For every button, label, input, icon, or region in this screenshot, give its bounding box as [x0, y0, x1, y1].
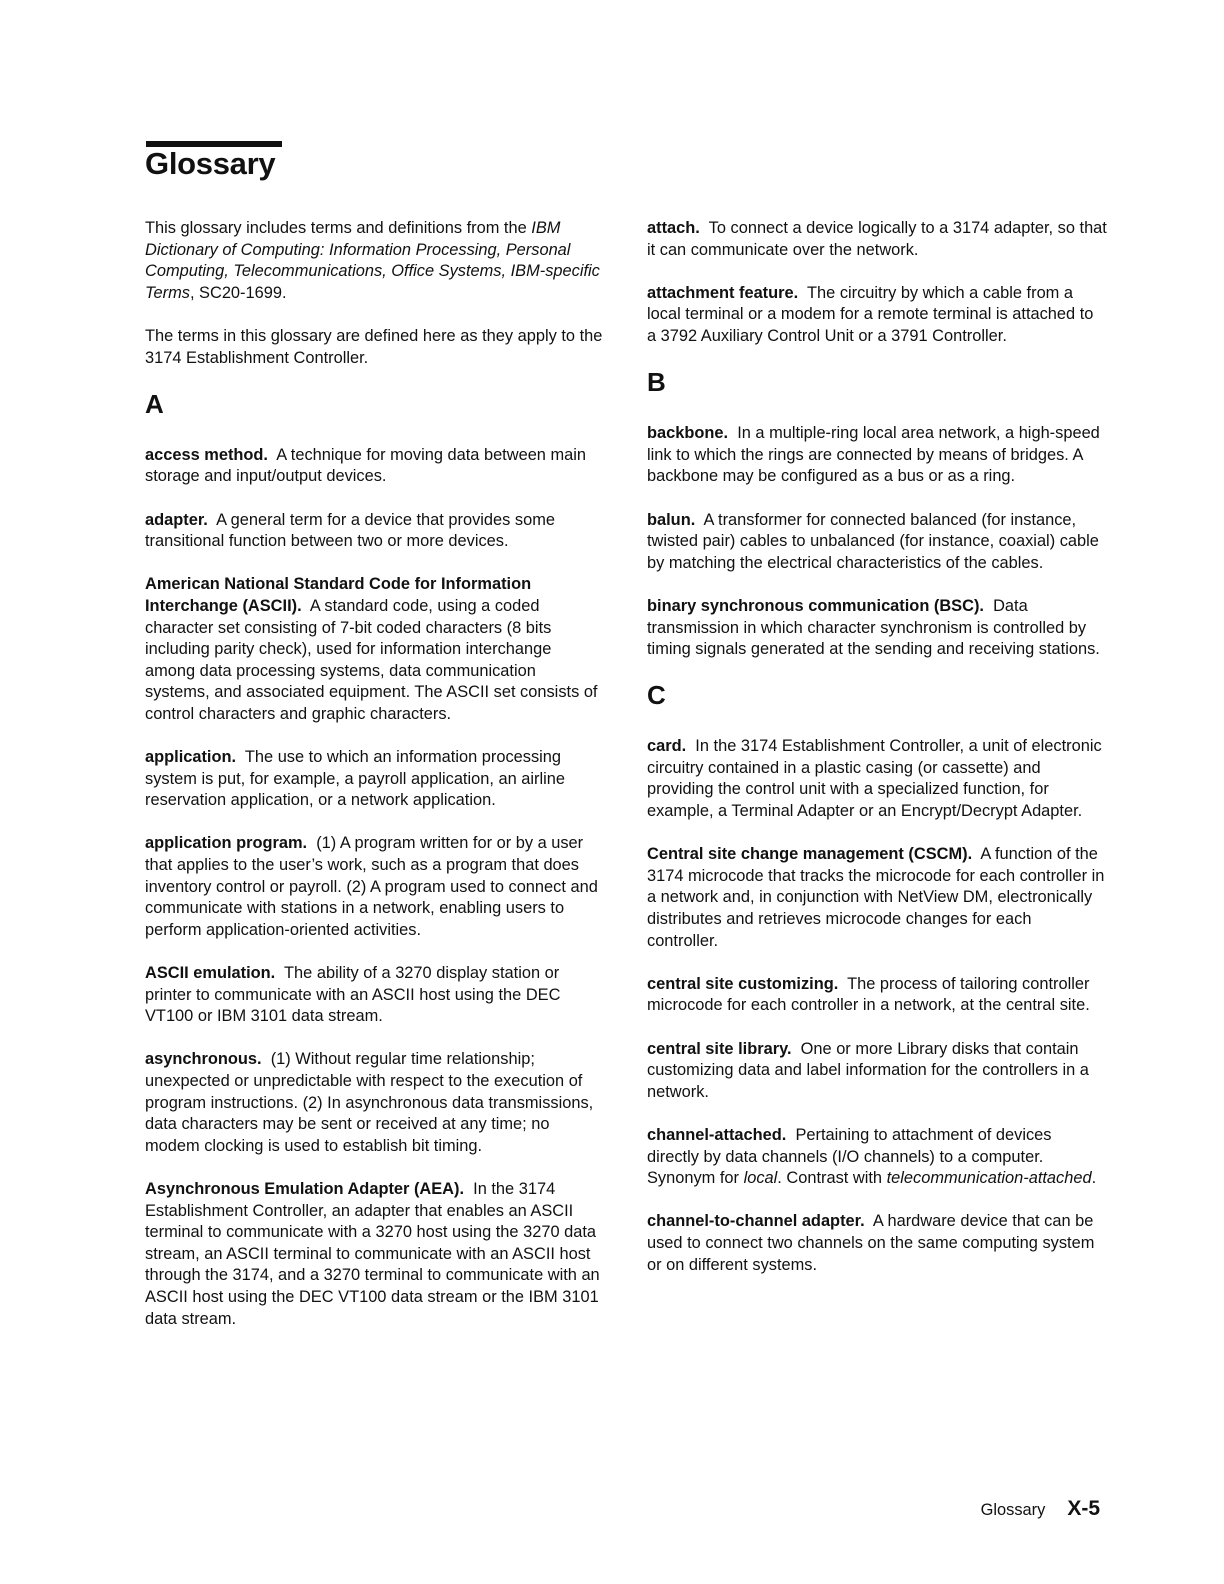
entry-definition: (1) Without regular time relationship; unexpected or unpredictable with respect to the execution of program instructions. (2) In asynchronous data transmissions, data characters may be sent or received at any time; no modem clocking is used to establish bit timing.	[145, 1050, 594, 1155]
glossary-entry-attachment-feature	[647, 283, 1107, 348]
entry-term: application.	[145, 748, 237, 767]
glossary-entry-aea	[145, 1179, 605, 1330]
right-column	[647, 218, 1107, 1298]
glossary-entry-channel-attached	[647, 1125, 1107, 1190]
cross-reference-telecommunication-attached: telecommunication-attached	[886, 1169, 1092, 1188]
glossary-entry-balun	[647, 510, 1107, 575]
entry-term: attachment feature.	[647, 283, 799, 302]
intro-text-after: , SC20-1699.	[189, 283, 287, 302]
entry-definition: A hardware device that can be used to connect two channels on the same computing system or on different systems.	[647, 1212, 1095, 1274]
glossary-entry-application	[145, 747, 605, 812]
page-footer	[981, 1497, 1100, 1521]
entry-definition: (1) A program written for or by a user that applies to the user’s work, such as a program that does inventory control or payroll. (2) A program used to connect and communicate with stations in a network, enabling users to perform application-oriented activities.	[145, 834, 598, 939]
entry-term: channel-to-channel adapter.	[647, 1212, 865, 1231]
entry-term: asynchronous.	[145, 1050, 262, 1069]
entry-definition: To connect a device logically to a 3174 adapter, so that it can communicate over the network.	[647, 219, 1107, 259]
entry-term: channel-attached.	[647, 1125, 787, 1144]
glossary-entry-bsc	[647, 596, 1107, 661]
glossary-entry-central-site-library	[647, 1039, 1107, 1104]
entry-definition: The use to which an information processing system is put, for example, a payroll application, an airline reservation application, or a network application.	[145, 748, 565, 810]
glossary-entry-cscm	[647, 844, 1107, 952]
glossary-entry-card	[647, 736, 1107, 822]
section-letter-a: A	[145, 388, 164, 419]
entry-definition-part: .	[1091, 1169, 1097, 1188]
entry-term: central site library.	[647, 1039, 792, 1058]
entry-definition: A technique for moving data between main storage and input/output devices.	[145, 445, 587, 486]
page-number: X-5	[1067, 1497, 1100, 1520]
entry-definition: Data transmission in which character synchronism is controlled by timing signals generated at the sending and receiving stations.	[647, 596, 1100, 659]
section-letter-c: C	[647, 680, 666, 711]
entry-definition-part: Pertaining to attachment of devices directly by data channels (I/O channels) to a computer. Synonym for	[647, 1125, 1052, 1188]
entry-term: card.	[647, 737, 687, 756]
glossary-entry-adapter	[145, 510, 605, 553]
intro-text-before: This glossary includes terms and definitions from the	[145, 219, 532, 237]
entry-term: adapter.	[145, 510, 208, 529]
intro-paragraph-1	[145, 218, 605, 304]
footer-label: Glossary	[980, 1501, 1046, 1519]
glossary-entry-ascii-emulation	[145, 963, 605, 1028]
glossary-entry-backbone	[647, 423, 1107, 488]
intro-paragraph-2: The terms in this glossary are defined here as they apply to the 3174 Establishment Controller.	[145, 326, 603, 367]
entry-term: access method.	[145, 445, 268, 464]
glossary-entry-central-site-customizing	[647, 974, 1107, 1017]
glossary-entry-access-method	[145, 445, 605, 488]
entry-term: binary synchronous communication (BSC).	[647, 596, 984, 615]
entry-definition: The circuitry by which a cable from a local terminal or a modem for a remote terminal is attached to a 3792 Auxiliary Control Unit or a 3791 Controller.	[647, 283, 1094, 345]
entry-definition: The ability of a 3270 display station or printer to communicate with an ASCII host using the DEC VT100 or IBM 3101 data stream.	[145, 964, 561, 1026]
entry-term: central site customizing.	[647, 974, 839, 993]
entry-term: Asynchronous Emulation Adapter (AEA).	[145, 1179, 465, 1198]
entry-definition: A function of the 3174 microcode that tracks the microcode for each controller in a network and, in conjunction with NetView DM, electronically distributes and retrieves microcode changes for each controller.	[647, 845, 1105, 950]
entry-definition: In a multiple-ring local area network, a high-speed link to which the rings are connected by means of bridges. A backbone may be configured as a bus or as a ring.	[647, 424, 1100, 486]
entry-term: application program.	[145, 834, 308, 853]
entry-term: attach.	[647, 219, 700, 237]
entry-definition-part: . Contrast with	[777, 1169, 887, 1188]
entry-definition: The process of tailoring controller microcode for each controller in a network, at the central site.	[647, 974, 1090, 1015]
glossary-entry-ascii	[145, 574, 605, 725]
glossary-entry-attach	[647, 218, 1107, 261]
glossary-entry-asynchronous	[145, 1049, 605, 1157]
entry-term: American National Standard Code for Information Interchange (ASCII).	[145, 575, 532, 615]
entry-term: balun.	[647, 510, 696, 529]
cross-reference-local: local	[743, 1169, 778, 1188]
entry-term: ASCII emulation.	[145, 964, 276, 982]
glossary-entry-application-program	[145, 833, 605, 941]
glossary-entry-ctca	[647, 1211, 1107, 1276]
entry-definition: In the 3174 Establishment Controller, a unit of electronic circuitry contained in a plastic casing (or cassette) and providing the control unit with a specialized function, for example, a Terminal Adapter or an Encrypt/Decrypt Adapter.	[647, 737, 1102, 821]
dictionary-title: IBM Dictionary of Computing: Information Processing, Personal Computing, Telecommunications, Office Systems, IBM-specific Terms	[145, 219, 600, 302]
section-letter-b: B	[647, 367, 666, 398]
left-column	[145, 218, 605, 1352]
page-title: Glossary	[145, 146, 276, 181]
entry-definition: One or more Library disks that contain customizing data and label information for the controllers in a network.	[647, 1039, 1089, 1101]
entry-term: Central site change management (CSCM).	[647, 845, 973, 864]
entry-term: backbone.	[647, 424, 729, 443]
entry-definition: A general term for a device that provides some transitional function between two or more devices.	[145, 510, 555, 551]
entry-definition: A transformer for connected balanced (for instance, twisted pair) cables to unbalanced (for instance, coaxial) cable by matching the electrical characteristics of the cables.	[647, 510, 1099, 572]
entry-definition: A standard code, using a coded character set consisting of 7-bit coded characters (8 bits including parity check), used for information interchange among data processing systems, data communication systems, and associated equipment. The ASCII set consists of control characters and graphic characters.	[145, 596, 598, 723]
entry-definition: In the 3174 Establishment Controller, an adapter that enables an ASCII terminal to communicate with a 3270 host using the 3270 data stream, an ASCII terminal to communicate with an ASCII host through the 3174, and a 3270 terminal to communicate with an ASCII host using the DEC VT100 data stream or the IBM 3101 data stream.	[145, 1179, 600, 1328]
